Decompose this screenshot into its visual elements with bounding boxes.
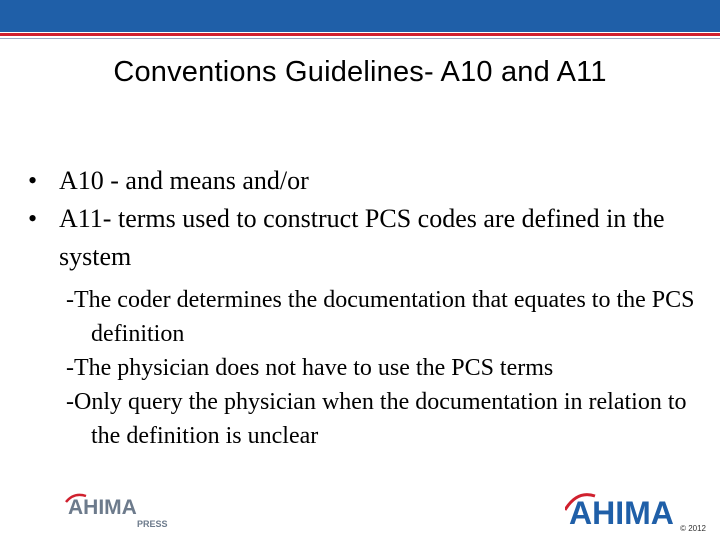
sub-item-physician: -The physician does not have to use the PCS terms bbox=[66, 355, 554, 381]
bullet-a11 bbox=[28, 200, 708, 276]
bullet-text: A11- terms used to construct PCS codes are defined in the system bbox=[59, 204, 665, 271]
sub-item-query: -Only query the physician when the documentation in relation to the definition is unclear bbox=[66, 389, 687, 449]
bullet-marker: • bbox=[28, 204, 38, 233]
ahima-logo bbox=[565, 488, 705, 528]
header-rule-red bbox=[0, 33, 720, 36]
ahima-press-logo bbox=[64, 490, 174, 530]
header-bar bbox=[0, 0, 720, 32]
bullet-marker: • bbox=[28, 166, 38, 195]
left-logo-subtext: PRESS bbox=[137, 519, 168, 529]
sub-item-coder: -The coder determines the documentation that equates to the PCS definition bbox=[66, 287, 695, 347]
slide-content bbox=[28, 162, 708, 453]
bullet-a10 bbox=[28, 162, 708, 200]
header-rule-thin bbox=[0, 38, 720, 39]
right-logo-text: AHIMA bbox=[569, 495, 674, 528]
slide-title: Conventions Guidelines- A10 and A11 bbox=[113, 56, 607, 88]
left-logo-text: AHIMA bbox=[68, 496, 137, 519]
bullet-text: A10 - and means and/or bbox=[59, 166, 309, 195]
copyright: © 2012 bbox=[680, 524, 706, 533]
